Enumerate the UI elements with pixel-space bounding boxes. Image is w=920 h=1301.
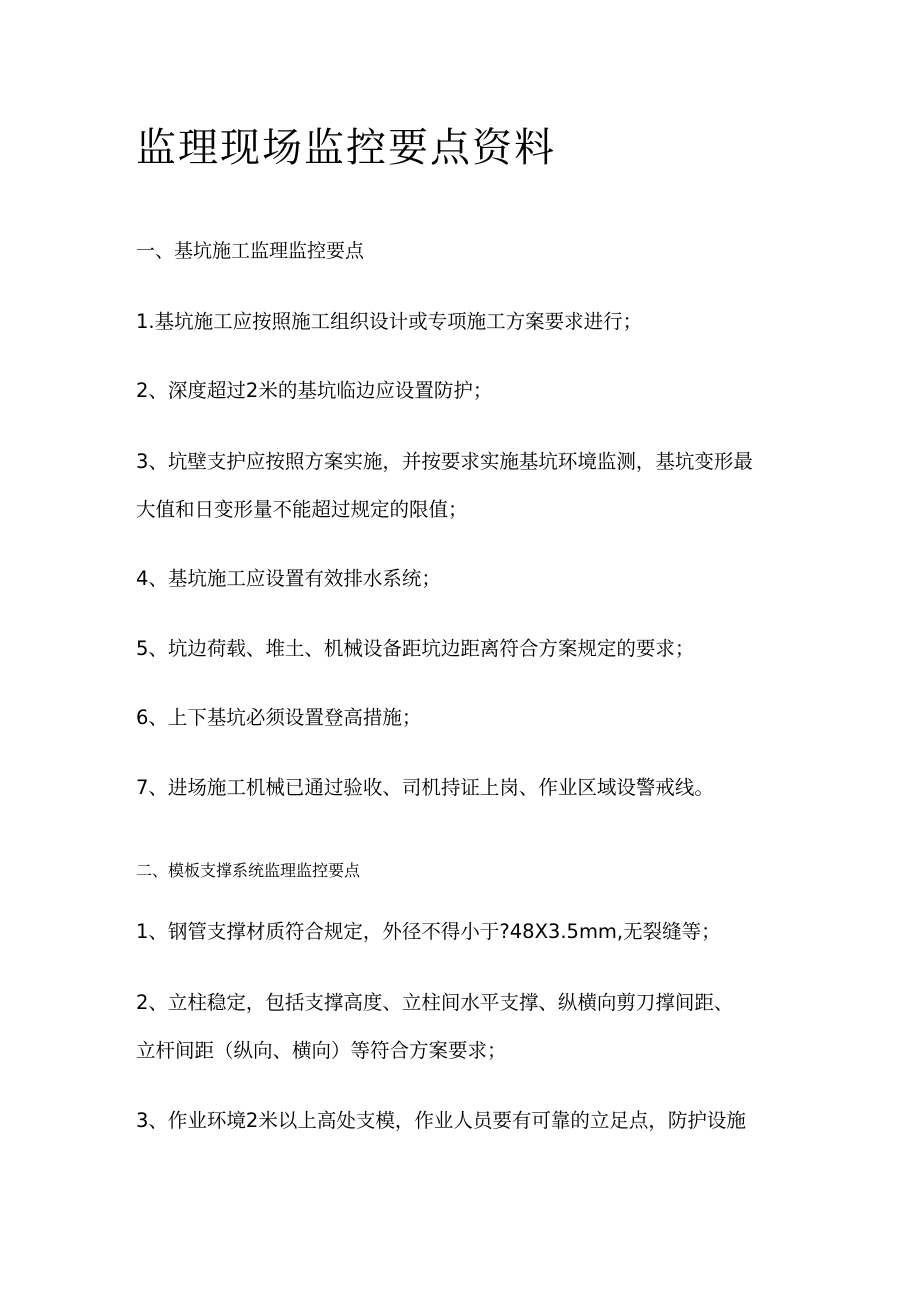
document-title: 监理现场监控要点资料: [136, 125, 556, 171]
list-item: 3、作业环境2米以上高处支模，作业人员要有可靠的立足点，防护设施: [136, 1109, 746, 1132]
section-heading-formwork: 二、模板支撑系统监理监控要点: [136, 861, 361, 880]
list-item: 1、钢管支撑材质符合规定，外径不得小于?48X3.5mm,无裂缝等；: [136, 920, 721, 943]
list-item: 2、立柱稳定，包括支撑高度、立柱间水平支撑、纵横向剪刀撑间距、: [136, 991, 734, 1014]
list-item-continuation: 立杆间距（纵向、横向）等符合方案要求；: [136, 1039, 507, 1062]
list-item: 1.基坑施工应按照施工组织设计或专项施工方案要求进行；: [136, 310, 643, 333]
list-item: 4、基坑施工应设置有效排水系统；: [136, 567, 441, 590]
list-item-continuation: 大值和日变形量不能超过规定的限值；: [136, 498, 468, 521]
list-item: 7、进场施工机械已通过验收、司机持证上岗、作业区域设警戒线。: [136, 776, 714, 799]
list-item: 2、深度超过2米的基坑临边应设置防护；: [136, 379, 493, 402]
section-heading-excavation: 一、基坑施工监理监控要点: [136, 240, 365, 262]
list-item: 5、坑边荷载、堆土、机械设备距坑边距离符合方案规定的要求；: [136, 637, 695, 660]
list-item: 6、上下基坑必须设置登高措施；: [136, 706, 422, 729]
list-item: 3、坑壁支护应按照方案实施，并按要求实施基坑环境监测，基坑变形最: [136, 450, 753, 473]
